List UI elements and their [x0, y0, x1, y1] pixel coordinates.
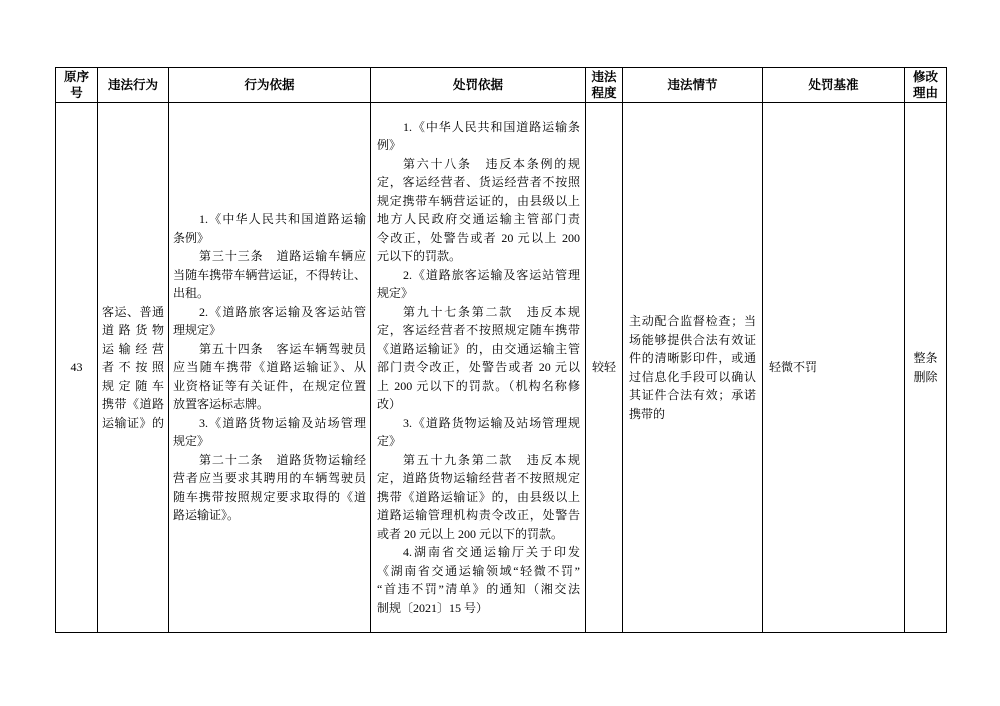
text-line: 放置客运标志牌。 [173, 397, 270, 412]
text-line: 者不按照 [102, 360, 164, 375]
text-line: 携带《道路运输证》的，由县级以上 [377, 489, 580, 504]
text-line: 违法 [591, 70, 617, 84]
text-line: 整条 [913, 351, 938, 365]
text-line: 《道路运输证》的，由交通运输主管 [377, 341, 580, 356]
text-line: 元以下的罚款。 [377, 249, 462, 264]
cell-violation [98, 103, 169, 633]
paragraph [173, 247, 366, 303]
text-line: 道路运输管理机构责令改正，处警告 [377, 508, 580, 523]
text-line: 随车携带按照规定要求取得的《道 [173, 489, 366, 504]
header-violation [98, 68, 169, 103]
text-line: 规定》 [377, 286, 414, 301]
text-line: 令改正，处警告或者 20 元以上 200 [377, 230, 580, 245]
text-line: 第三十三条 道路运输车辆应 [199, 249, 366, 264]
text-line: 运输证》的 [102, 415, 164, 430]
text-line: 客运、普通 [102, 304, 164, 319]
header-circumstances [623, 68, 763, 103]
table-row [56, 103, 947, 633]
penalty-standard-text: 轻微不罚 [769, 360, 818, 375]
paragraph [173, 210, 366, 247]
text-line: 规定随车 [102, 378, 164, 393]
text-line: 营者应当要求其聘用的车辆驾驶员 [173, 471, 366, 486]
paragraph [173, 451, 366, 525]
text-line: 地方人民政府交通运输主管部门责 [377, 212, 580, 227]
text-line: 违法情节 [667, 78, 718, 92]
text-line: 场能够提供合法有效证 [629, 332, 756, 347]
text-line: 件的清晰影印件，或通 [629, 351, 756, 365]
paragraph [377, 414, 580, 451]
header-degree [586, 68, 623, 103]
degree-text: 较轻 [591, 360, 616, 375]
text-line: 3.《道路货物运输及站场管理规 [403, 415, 580, 430]
paragraph [173, 340, 366, 414]
text-line: 处罚基准 [808, 78, 859, 92]
cell-seq [56, 103, 98, 633]
header-seq [56, 68, 98, 103]
text-line: 制规〔2021〕15 号） [377, 600, 489, 615]
text-line: 理规定》 [173, 323, 222, 338]
cell-penalty-standard [763, 103, 905, 633]
text-line: 定，道路货物运输经营者不按照规定 [377, 471, 580, 486]
text-line: 理由 [912, 86, 938, 100]
text-line: 删除 [913, 369, 938, 384]
text-line: 出租。 [173, 286, 210, 301]
text-line: 主动配合监督检查；当 [629, 314, 756, 328]
paragraph [173, 414, 366, 451]
penalty-table [55, 67, 947, 633]
text-line: 应当随车携带《道路运输证》、从 [173, 360, 366, 375]
text-line: 运输经营 [102, 341, 164, 356]
text-line: 道路货物 [102, 323, 164, 338]
text-line: 2.《道路旅客运输及客运站管理 [403, 267, 580, 282]
cell-penalty-basis [371, 103, 586, 633]
text-line: 4.湖南省交通运输厅关于印发 [403, 545, 580, 560]
text-line: 条例》 [173, 230, 210, 245]
text-line: 或者 20 元以上 200 元以下的罚款。 [377, 526, 564, 541]
header-conduct-basis [169, 68, 371, 103]
text-line: 原序 [63, 70, 89, 84]
text-line: 违法行为 [107, 78, 158, 92]
cell-conduct-basis [169, 103, 371, 633]
text-line: 程度 [591, 86, 617, 100]
text-line: 号 [70, 86, 83, 100]
text-line: 改） [377, 397, 402, 412]
text-line: 例》 [377, 138, 402, 153]
text-line: 第五十九条第二款 违反本规 [403, 452, 580, 467]
text-line: 其证件合法有效；承诺 [629, 388, 756, 402]
cell-reason [905, 103, 947, 633]
text-line: “首违不罚”清单》的通知（湘交法 [377, 582, 580, 597]
text-line: 第二十二条 道路货物运输经 [199, 452, 366, 467]
text-line: 当随车携带车辆营运证，不得转让、 [173, 267, 366, 282]
text-line: 路运输证》。 [173, 508, 240, 523]
header-penalty-standard [763, 68, 905, 103]
text-line: 第六十八条 违反本条例的规 [403, 156, 580, 171]
text-line: 3.《道路货物运输及站场管理 [199, 415, 366, 430]
paragraph [377, 155, 580, 266]
text-line: 1.《中华人民共和国道路运输 [199, 212, 366, 227]
paragraph [377, 303, 580, 414]
text-line: 规定携带车辆营运证的，由县级以上 [377, 193, 580, 208]
paragraph [173, 303, 366, 340]
text-line: 处罚依据 [452, 78, 503, 92]
text-line: 修改 [912, 70, 938, 84]
header-reason [905, 68, 947, 103]
text-line: 2.《道路旅客运输及客运站管 [199, 304, 366, 319]
paragraph [377, 266, 580, 303]
header-row [56, 68, 947, 103]
cell-degree [586, 103, 623, 633]
paragraph [377, 543, 580, 617]
header-penalty-basis [371, 68, 586, 103]
seq-number: 43 [70, 360, 83, 375]
paragraph [377, 118, 580, 155]
text-line: 定，客运经营者、货运经营者不按照 [377, 175, 580, 190]
paragraph [377, 451, 580, 544]
document-page [55, 67, 947, 633]
text-line: 业资格证等有关证件，在规定位置 [173, 378, 366, 393]
text-line: 第九十七条第二款 违反本规 [403, 304, 580, 319]
text-line: 1.《中华人民共和国道路运输条 [403, 119, 580, 134]
cell-circumstances [623, 103, 763, 633]
text-line: 定，客运经营者不按照规定随车携带 [377, 323, 580, 338]
text-line: 《湖南省交通运输领域“轻微不罚” [377, 563, 580, 578]
text-line: 定》 [377, 434, 402, 449]
text-line: 第五十四条 客运车辆驾驶员 [199, 341, 366, 356]
text-line: 携带《道路 [102, 397, 164, 412]
text-line: 上 200 元以下的罚款。（机构名称修 [377, 378, 580, 393]
text-line: 部门责令改正，处警告或者 20 元以 [377, 360, 580, 375]
text-line: 过信息化手段可以确认 [629, 369, 756, 384]
text-line: 规定》 [173, 434, 210, 449]
text-line: 行为依据 [244, 78, 295, 92]
text-line: 携带的 [629, 406, 666, 421]
